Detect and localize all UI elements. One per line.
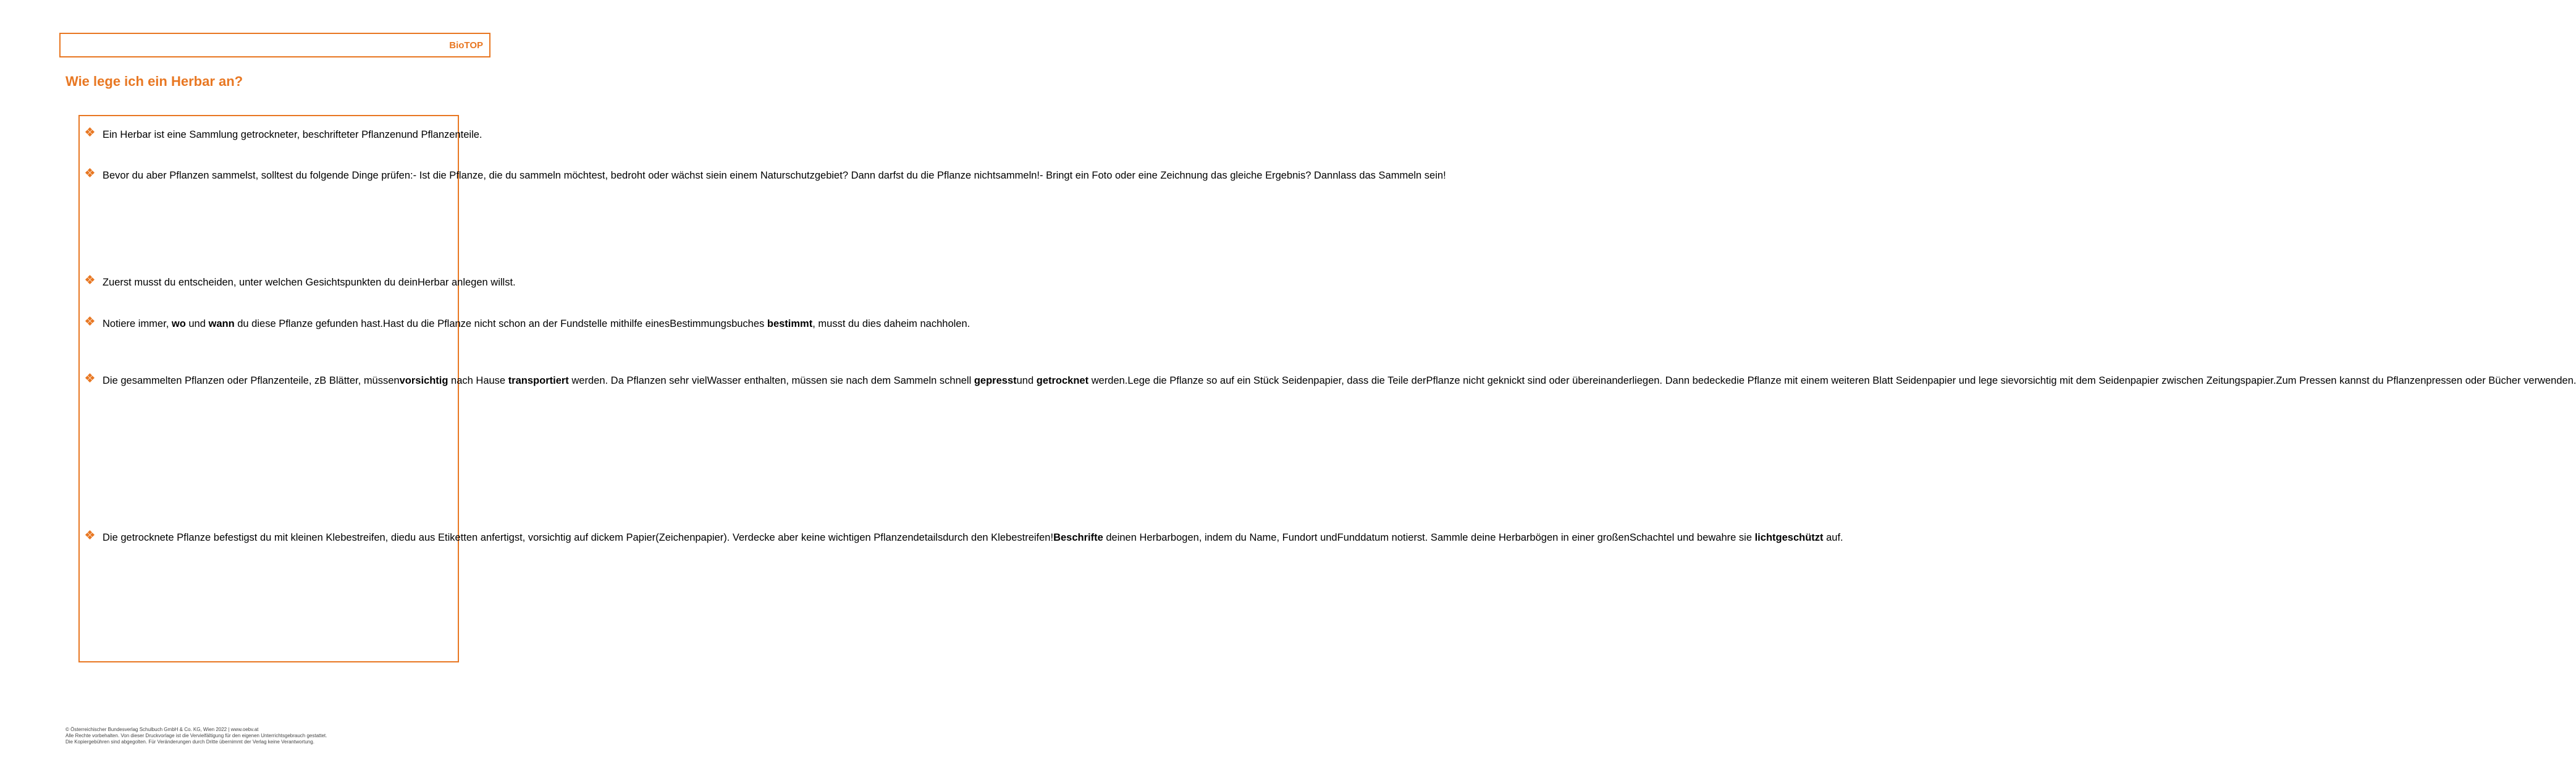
- diamond-bullet-icon: [86, 276, 95, 284]
- text-line: [383, 318, 670, 329]
- text-line: [103, 375, 400, 386]
- bold-text: Beschrifte: [1053, 532, 1103, 544]
- text-segment: deinen Herbarbogen, indem du Name, Fundort und: [1103, 532, 1337, 544]
- text-line: [413, 170, 719, 181]
- text-line: [1017, 375, 1128, 386]
- text-line: [1040, 170, 1338, 181]
- diamond-bullet-icon: [86, 128, 95, 137]
- text-segment: sammeln!: [995, 170, 1040, 182]
- text-line: [2014, 375, 2276, 386]
- text-segment: Herbar anlegen willst.: [417, 277, 516, 289]
- list-item-text: [103, 274, 516, 291]
- bold-text: wann: [208, 318, 235, 329]
- text-segment: werden.: [1088, 375, 1128, 387]
- text-segment: vorsichtig mit dem Seidenpapier zwischen Zeitungspapier.: [2013, 375, 2276, 387]
- text-segment: Funddatum notierst. Sammle deine Herbarbögen in einer großen: [1337, 532, 1630, 544]
- text-segment: Pflanze nicht geknickt sind oder übereinanderliegen. Dann bedecke: [1426, 375, 1732, 387]
- bold-text: bestimmt: [767, 318, 813, 329]
- text-line: [103, 318, 383, 329]
- text-segment: Notiere immer,: [103, 318, 172, 329]
- text-line: [707, 375, 1017, 386]
- diamond-bullet-icon: [86, 317, 95, 326]
- footer: [65, 727, 327, 745]
- text-segment: (Zeichenpapier). Verdecke aber keine wichtigen Pflanzendetails: [655, 532, 943, 544]
- text-segment: durch den Klebestreifen!: [943, 532, 1054, 544]
- text-line: [418, 277, 516, 288]
- text-line: [400, 375, 707, 386]
- footer-copyright: © Österreichischer Bundesverlag Schulbuch GmbH & Co. KG, Wien 2022 | www.oebv.at: [65, 727, 259, 732]
- text-segment: und: [1016, 375, 1037, 387]
- text-segment: in einem Naturschutzgebiet? Dann darfst du die Pflanze nicht: [718, 170, 996, 182]
- text-line: [655, 532, 943, 543]
- text-segment: lass das Sammeln sein!: [1338, 170, 1446, 182]
- text-segment: Zum Pressen kannst du Pflanzenpressen oder Bücher verwenden.: [2276, 375, 2576, 387]
- text-line: [1337, 532, 1630, 543]
- bold-text: getrocknet: [1036, 375, 1089, 387]
- text-segment: auf.: [1823, 532, 1843, 544]
- text-line: [943, 532, 1053, 543]
- text-line: [103, 532, 405, 543]
- list-item-text: [103, 373, 2576, 389]
- text-segment: Die gesammelten Pflanzen oder Pflanzenteile, zB Blätter, müssen: [103, 375, 400, 387]
- bold-text: wo: [171, 318, 186, 329]
- text-segment: Bestimmungsbuches: [670, 318, 767, 329]
- text-line: [670, 318, 970, 329]
- text-segment: , musst du dies daheim nachholen.: [812, 318, 970, 329]
- text-segment: Bevor du aber Pflanzen sammelst, solltest du folgende Dinge prüfen:: [103, 170, 413, 182]
- text-line: [995, 170, 1040, 181]
- text-segment: und Pflanzenteile.: [401, 129, 482, 140]
- brand-label: BioTOP: [449, 40, 483, 51]
- text-segment: Lege die Pflanze so auf ein Stück Seidenpapier, dass die Teile der: [1127, 375, 1426, 387]
- text-line: [1053, 532, 1337, 543]
- text-segment: Wasser enthalten, müssen sie nach dem Sammeln schnell: [707, 375, 974, 387]
- list-item-text: [103, 316, 970, 332]
- text-segment: - Ist die Pflanze, die du sammeln möchtest, bedroht oder wächst sie: [413, 170, 719, 182]
- text-segment: Zuerst musst du entscheiden, unter welchen Gesichtspunkten du dein: [103, 277, 418, 289]
- text-line: [103, 129, 401, 140]
- bold-text: transportiert: [508, 375, 569, 387]
- text-segment: nach Hause: [448, 375, 508, 387]
- list-item-text: [103, 127, 482, 143]
- text-segment: Hast du die Pflanze nicht schon an der Fundstelle mithilfe eines: [383, 318, 670, 329]
- text-line: [103, 277, 418, 288]
- text-line: [1127, 375, 1426, 386]
- text-segment: du aus Etiketten anfertigst, vorsichtig auf dickem Papier: [404, 532, 656, 544]
- text-segment: Ein Herbar ist eine Sammlung getrockneter, beschrifteter Pflanzen: [103, 129, 402, 140]
- text-line: [103, 170, 413, 181]
- bold-text: lichtgeschützt: [1754, 532, 1824, 544]
- diamond-bullet-icon: [86, 374, 95, 383]
- footer-fees: Die Kopiergebühren sind abgegolten. Für Veränderungen durch Dritte übernimmt der Verlag keine Verantwortung.: [65, 739, 314, 745]
- text-segment: die Pflanze mit einem weiteren Blatt Seidenpapier und lege sie: [1731, 375, 2014, 387]
- text-segment: werden. Da Pflanzen sehr viel: [568, 375, 707, 387]
- diamond-bullet-icon: [86, 531, 95, 539]
- text-line: [1731, 375, 2014, 386]
- content-box: [78, 115, 2576, 662]
- list-item-text: [103, 167, 1446, 184]
- text-line: [401, 129, 482, 140]
- text-line: [1338, 170, 1446, 181]
- page-title: Wie lege ich ein Herbar an?: [65, 74, 243, 89]
- header-box: [59, 33, 490, 57]
- text-segment: Schachtel und bewahre sie: [1629, 532, 1755, 544]
- text-line: [2276, 375, 2576, 386]
- list-item-text: [103, 530, 1843, 546]
- text-line: [1426, 375, 1732, 386]
- text-segment: und: [185, 318, 209, 329]
- bold-text: vorsichtig: [399, 375, 448, 387]
- text-line: [405, 532, 655, 543]
- diamond-bullet-icon: [86, 169, 95, 177]
- text-line: [1630, 532, 1843, 543]
- text-segment: - Bringt ein Foto oder eine Zeichnung das gleiche Ergebnis? Dann: [1040, 170, 1339, 182]
- footer-rights: Alle Rechte vorbehalten. Von dieser Druckvorlage ist die Vervielfältigung für den eigenen Unterrichtsgebrauch gestattet.: [65, 733, 327, 738]
- text-line: [719, 170, 996, 181]
- bold-text: gepresst: [974, 375, 1017, 387]
- text-segment: Die getrocknete Pflanze befestigst du mit kleinen Klebestreifen, die: [103, 532, 405, 544]
- text-segment: du diese Pflanze gefunden hast.: [234, 318, 384, 329]
